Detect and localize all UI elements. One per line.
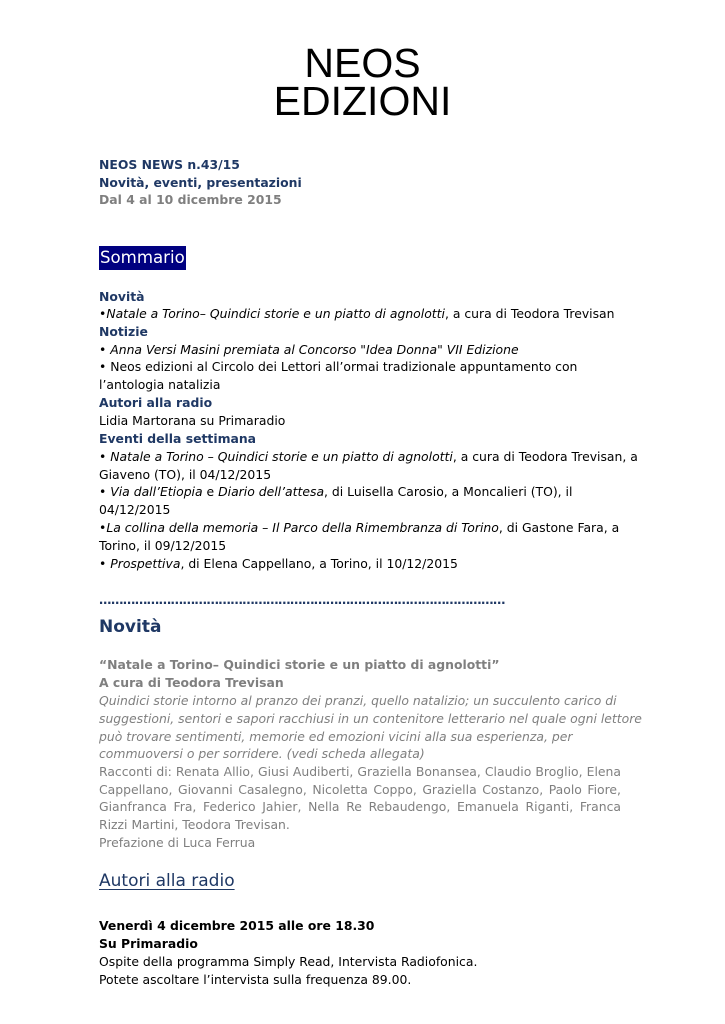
sommario-notizie-item-1: • Anna Versi Masini premiata al Concorso "Idea Donna" VII Edizione bbox=[99, 342, 519, 357]
sommario-novita-label: Novità bbox=[99, 289, 145, 304]
sommario-autori-label: Autori alla radio bbox=[99, 395, 213, 410]
sommario-eventi-label: Eventi della settimana bbox=[99, 431, 257, 446]
autori-heading: Autori alla radio bbox=[99, 871, 235, 891]
news-number: NEOS NEWS n.43/15 bbox=[99, 157, 240, 172]
brand-title-line2: EDIZIONI bbox=[273, 78, 452, 124]
sommario-notizie-item-2-cont: l’antologia natalizia bbox=[99, 377, 221, 392]
sommario-event-3-cont: Torino, il 09/12/2015 bbox=[99, 538, 227, 553]
book-authors: Racconti di: Renata Allio, Giusi Audiberti, Graziella Bonansea, Claudio Broglio, Elena Cappellano, Giovanni Casalegno, Nicoletta Coppo, Graziella Costanzo, Paolo Fiore, Gianfranca Fra, Federico Jahier, Nella Re Rebaudengo, Emanuela Riganti, Franca Rizzi Martini, Teodora Trevisan. bbox=[99, 764, 621, 832]
sommario-event-3: •La collina della memoria – Il Parco della Rimembranza di Torino, di Gastone Fara, a bbox=[99, 520, 620, 535]
book-description-line-4: commuoversi o per sorridere. (vedi scheda allegata) bbox=[99, 746, 425, 761]
radio-description-line-2: Potete ascoltare l’intervista sulla frequenza 89.00. bbox=[99, 972, 412, 987]
sommario-event-2-cont: 04/12/2015 bbox=[99, 502, 171, 517]
radio-description-line-1: Ospite della programma Simply Read, Intervista Radiofonica. bbox=[99, 954, 478, 969]
sommario-autori-item: Lidia Martorana su Primaradio bbox=[99, 413, 286, 428]
sommario-heading: Sommario bbox=[99, 246, 186, 270]
brand-title-line1: NEOS bbox=[304, 40, 421, 86]
sommario-notizie-label: Notizie bbox=[99, 324, 148, 339]
book-curator: A cura di Teodora Trevisan bbox=[99, 675, 284, 690]
book-description-line-2: suggestioni, sentori e sapori racchiusi in un contenitore letterario nel quale ogni lettore bbox=[99, 711, 642, 726]
book-description-line-3: può trovare sentimenti, memorie ed emozioni vicini alla sua esperienza, per bbox=[99, 729, 573, 744]
book-title: “Natale a Torino– Quindici storie e un piatto di agnolotti” bbox=[99, 657, 500, 672]
radio-date-time: Venerdì 4 dicembre 2015 alle ore 18.30 bbox=[99, 918, 375, 933]
sommario-event-1: • Natale a Torino – Quindici storie e un piatto di agnolotti, a cura di Teodora Trevisan, a bbox=[99, 449, 638, 464]
sommario-event-2: • Via dall’Etiopia e Diario dell’attesa, di Luisella Carosio, a Moncalieri (TO), il bbox=[99, 484, 573, 499]
book-preface: Prefazione di Luca Ferrua bbox=[99, 835, 256, 850]
sommario-event-1-cont: Giaveno (TO), il 04/12/2015 bbox=[99, 467, 272, 482]
book-description-line-1: Quindici storie intorno al pranzo dei pranzi, quello natalizio; un succulento carico di bbox=[99, 693, 617, 708]
dotted-separator: ………………………………………………………………………………………… bbox=[99, 592, 505, 607]
sommario-event-4: • Prospettiva, di Elena Cappellano, a Torino, il 10/12/2015 bbox=[99, 556, 458, 571]
sommario-notizie-item-2: • Neos edizioni al Circolo dei Lettori all’ormai tradizionale appuntamento con bbox=[99, 359, 578, 374]
novita-heading: Novità bbox=[99, 617, 162, 637]
radio-station: Su Primaradio bbox=[99, 936, 198, 951]
sommario-novita-item: •Natale a Torino– Quindici storie e un piatto di agnolotti, a cura di Teodora Trevisan bbox=[99, 306, 615, 321]
news-date-range: Dal 4 al 10 dicembre 2015 bbox=[99, 192, 282, 207]
news-subtitle: Novità, eventi, presentazioni bbox=[99, 175, 302, 190]
